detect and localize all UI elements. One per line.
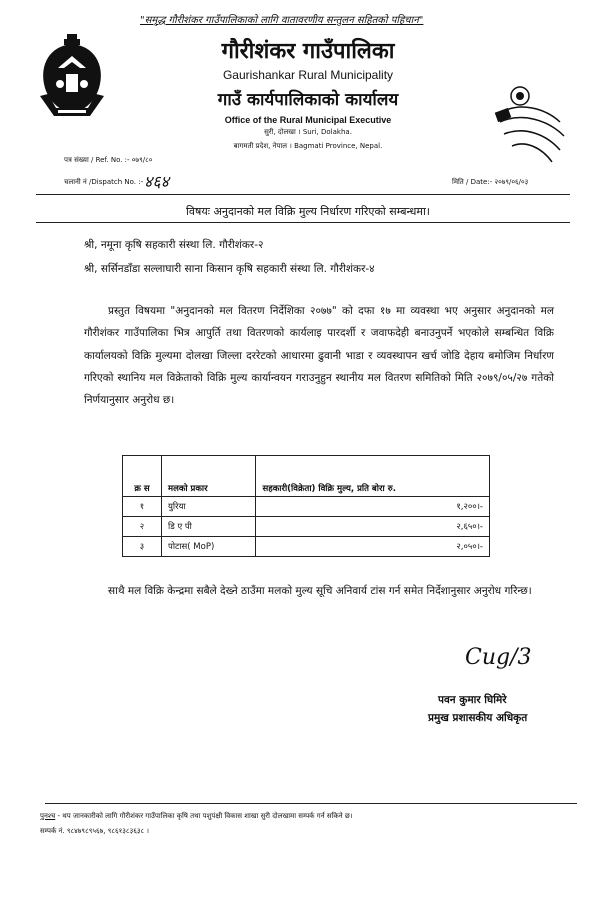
municipality-name-en: Gaurishankar Rural Municipality [222,68,394,82]
motto-text: "समृद्ध गौरीशंकर गाउँपालिकाको लागि वातावरणीय सन्तुलन सहितको पहिचान" [140,15,424,26]
row-serial: २ [123,517,162,537]
row-fertilizer-type: पोटास( MoP) [162,537,256,557]
addressee-1: श्री, नमूना कृषि सहकारी संस्था लि. गौरीशंकर-२ [84,239,264,251]
row-price: २,६५०।- [256,517,490,537]
table-row [123,517,490,537]
row-fertilizer-type: डि ए पी [162,517,256,537]
header-serial: क्र स [123,456,162,497]
subject-rule-bottom [36,222,570,223]
table-header-row [123,456,490,497]
dispatch-label: चलानी नं /Dispatch No. :- [64,178,144,186]
footer-note-text: - थप जानकारीको लागि गौरीशंकर गाउँपालिका कृषि तथा पशुपंक्षी विकास शाखा सुरी दोलखामा सम्पर्क गर्न सकिने छ। [55,812,353,820]
signatory-name: पवन कुमार घिमिरे [438,694,507,706]
table-row [123,537,490,557]
row-price: २,०५०।- [256,537,490,557]
addressee-2: श्री, सर्सिनडाँडा सल्लाघारी साना किसान कृषि सहकारी संस्था लि. गौरीशंकर-४ [84,263,375,275]
footer-note-label: पुनश्च [40,812,56,820]
dispatch-number: ४६४ [144,172,169,191]
letter-date: मिति / Date:- २०७९/०६/०३ [452,178,529,186]
address-line-1: सुरी, दोलखा । Suri, Dolakha. [264,128,352,136]
row-serial: ३ [123,537,162,557]
row-serial: १ [123,497,162,517]
subject-rule-top [36,194,570,195]
header-price: सहकारी(विक्रेता) विक्रि मुल्य, प्रति बोरा रु. [256,456,490,497]
fertilizer-price-table [122,455,490,557]
row-fertilizer-type: युरिया [162,497,256,517]
table-row [123,497,490,517]
signatory-title: प्रमुख प्रशासकीय अधिकृत [428,712,528,724]
header-fertilizer-type: मलको प्रकार [162,456,256,497]
reference-number: पत्र संख्या / Ref. No. :- ०७९/८० [64,156,153,164]
footer-note [40,812,352,821]
closing-paragraph: साथै मल विक्रि केन्द्रमा सबैले देख्ने ठाउँमा मलको मुल्य सूचि अनिवार्य टांस गर्न समेत निर्देशानुसार अनुरोध गरिन्छ। [108,585,532,597]
municipality-name-np: गौरीशंकर गाउँपालिका [221,39,395,64]
footer-contact: सम्पर्क नं. ९८४७९८९५६७, ९८६१३८३६३८ । [40,827,150,835]
signature-mark: Cug/3 [465,645,532,670]
body-paragraph: प्रस्तुत विषयमा "अनुदानको मल वितरण निर्देशिका २०७७" को दफा १७ मा व्यवस्था भए अनुसार अनुदानको मल गौरीशंकर गाउँपालिका भित्र आपुर्ति तथा वितरणको कार्यलाइ पारदर्शी र जवाफदेही बनाउनुपर्ने भएकोले सम्बन्धित विक्रि कार्यालयको विक्रि मुल्यमा दोलखा जिल्ला दररेटको आधारमा ढुवानी भाडा र व्यवस्थापन खर्च जोडि देहाय बमोजिम निर्धारण गरिएको स्थानिय मल विक्रेताको विक्रि मुल्य कार्यान्वयन गराउनुहुन स्थानीय मल वितरण समितिको मिति २०७९/०५/२७ गतेको निर्णयानुसार अनुरोध छ। [84,305,554,407]
row-price: १,२००।- [256,497,490,517]
office-name-np: गाउँ कार्यपालिकाको कार्यालय [217,90,399,110]
subject-line: विषयः अनुदानको मल विक्रि मुल्य निर्धारण गरिएको सम्बन्धमा। [186,205,430,218]
footer-rule [45,803,577,804]
address-line-2: बागमती प्रदेश, नेपाल । Bagmati Province, Nepal. [233,142,383,150]
office-name-en: Office of the Rural Municipal Executive [224,115,392,125]
